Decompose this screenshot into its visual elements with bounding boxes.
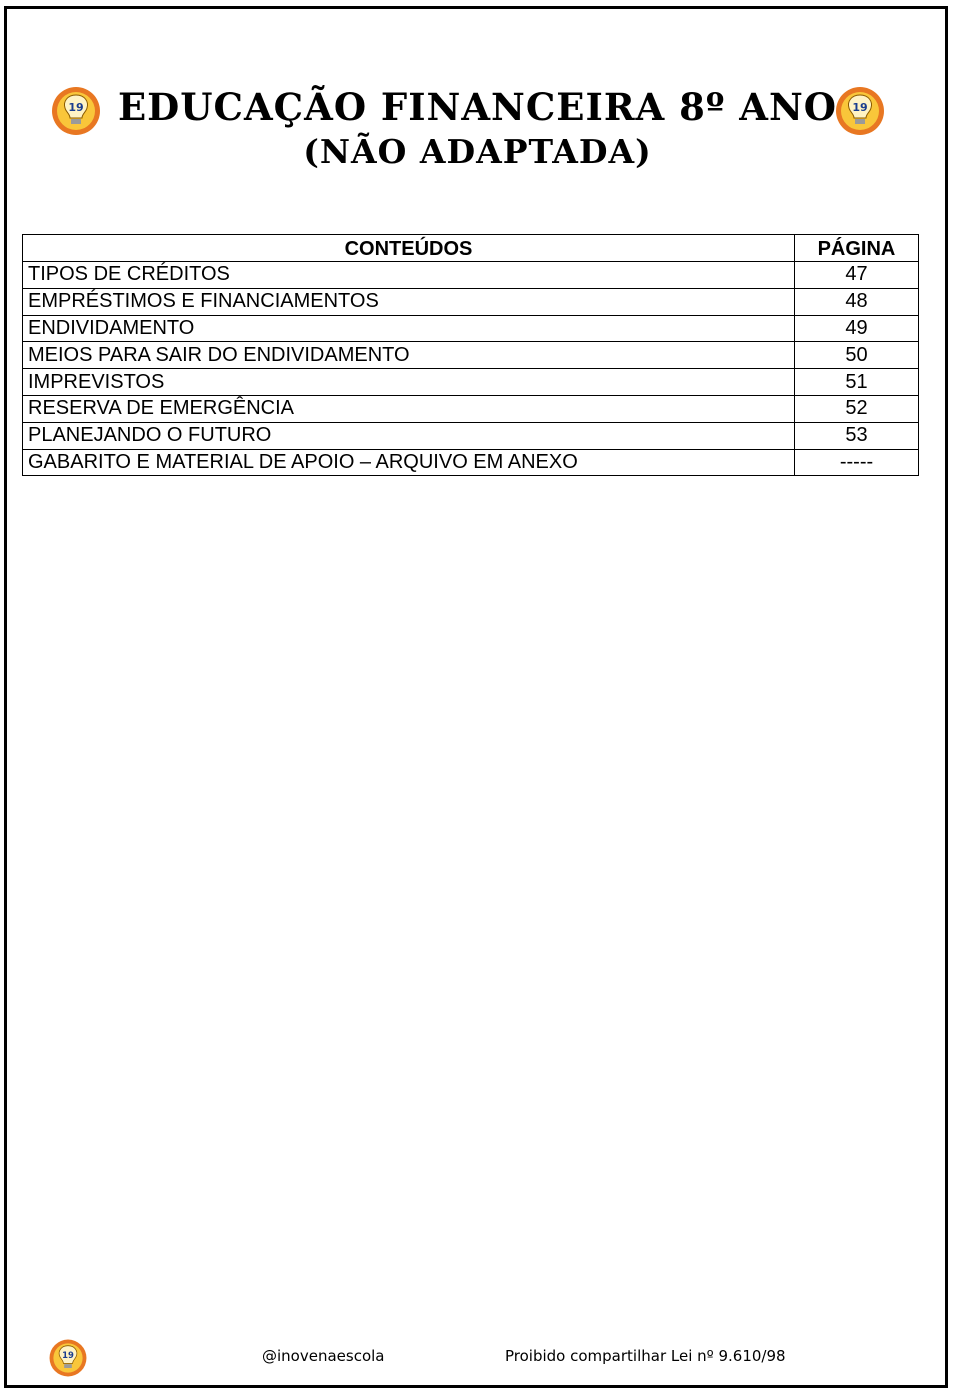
page-frame: [4, 6, 948, 1388]
page-title: [0, 84, 955, 174]
table-row: [23, 449, 919, 476]
footer-legal-notice: Proibido compartilhar Lei nº 9.610/98: [505, 1347, 786, 1365]
row-page: 47: [795, 262, 919, 289]
row-content: GABARITO E MATERIAL DE APOIO – ARQUIVO EM ANEXO: [23, 449, 795, 476]
row-content: PLANEJANDO O FUTURO: [23, 422, 795, 449]
row-content: EMPRÉSTIMOS E FINANCIAMENTOS: [23, 288, 795, 315]
row-content: ENDIVIDAMENTO: [23, 315, 795, 342]
title-line-1: EDUCAÇÃO FINANCEIRA 8º ANO: [117, 85, 838, 129]
row-page: 48: [795, 288, 919, 315]
row-page: 51: [795, 369, 919, 396]
logo-footer: [48, 1338, 88, 1378]
row-page: 52: [795, 395, 919, 422]
table-row: [23, 342, 919, 369]
title-line-2: (NÃO ADAPTADA): [303, 132, 652, 171]
row-content: MEIOS PARA SAIR DO ENDIVIDAMENTO: [23, 342, 795, 369]
table-header-row: [23, 235, 919, 262]
logo-number: 19: [62, 1350, 74, 1360]
table-row: [23, 262, 919, 289]
table-row: [23, 288, 919, 315]
row-page: -----: [795, 449, 919, 476]
footer-handle: @inovenaescola: [262, 1347, 385, 1365]
row-content: IMPREVISTOS: [23, 369, 795, 396]
table-row: [23, 422, 919, 449]
header-page: PÁGINA: [795, 235, 919, 262]
table-row: [23, 395, 919, 422]
contents-table: [22, 234, 919, 476]
lightbulb-logo-icon: [48, 1338, 88, 1378]
header-contents: CONTEÚDOS: [23, 235, 795, 262]
logo-number: 19: [852, 101, 868, 114]
row-page: 49: [795, 315, 919, 342]
table-row: [23, 369, 919, 396]
row-page: 53: [795, 422, 919, 449]
logo-number: 19: [68, 101, 84, 114]
row-content: RESERVA DE EMERGÊNCIA: [23, 395, 795, 422]
table-row: [23, 315, 919, 342]
row-content: TIPOS DE CRÉDITOS: [23, 262, 795, 289]
row-page: 50: [795, 342, 919, 369]
